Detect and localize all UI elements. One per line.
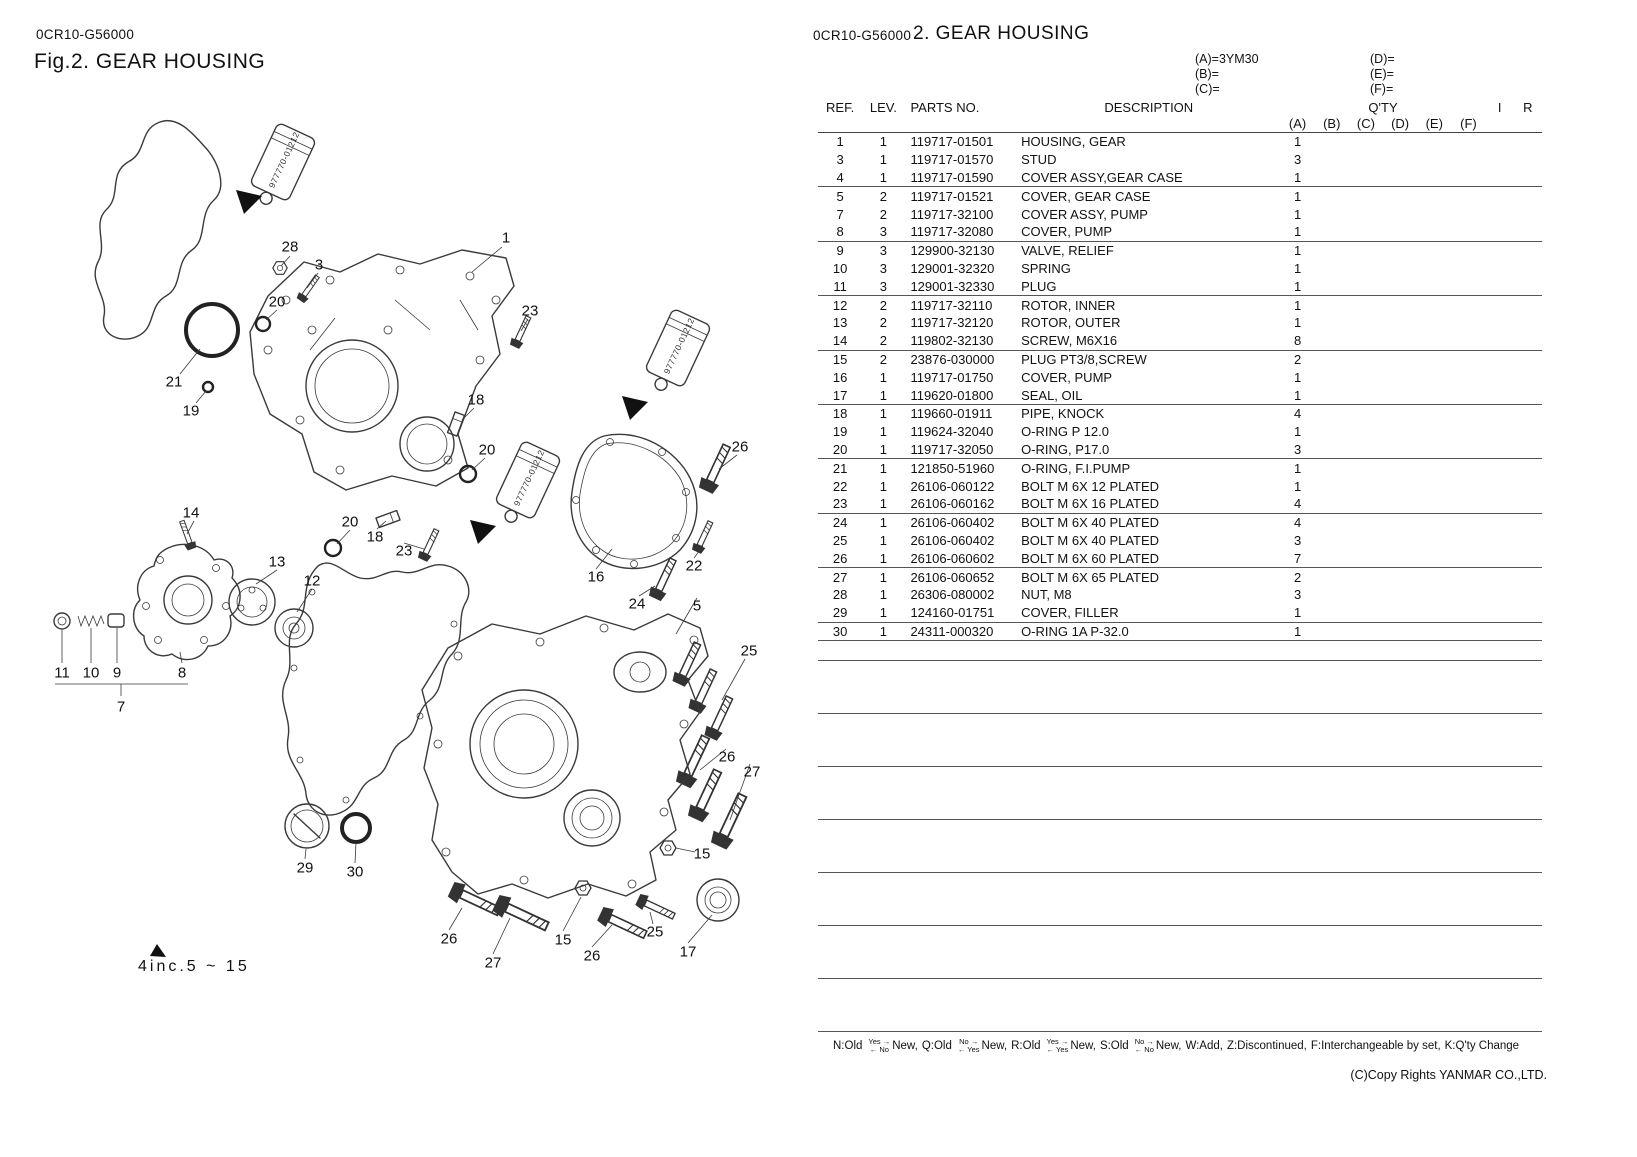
blank-line: [818, 661, 1542, 714]
table-row: 7 2 119717-32100 COVER ASSY, PUMP 1: [836, 206, 1302, 222]
apply-arrow-icon: [622, 396, 648, 420]
callout-number: 10: [82, 664, 100, 682]
callout-number: 16: [587, 568, 605, 586]
callout-number: 27: [484, 954, 502, 972]
exchange-arrows: [1135, 1038, 1154, 1053]
callout-number: 5: [692, 597, 702, 615]
col-header-qty: Q'TY: [1368, 100, 1398, 115]
arrow-right-icon: No →: [1134, 1037, 1154, 1046]
table-row: 24 1 26106-060402 BOLT M 6X 40 PLATED 4: [818, 513, 1542, 531]
doc-code-right: 0CR10-G56000: [813, 28, 912, 43]
model-b: (B)=: [1195, 67, 1219, 81]
section-title: 2. GEAR HOUSING: [913, 23, 1090, 44]
bolt-23: [417, 527, 443, 562]
callout-number: 25: [740, 642, 758, 660]
legend-text: F:Interchangeable by set,: [1310, 1039, 1441, 1052]
parts-list-panel: [813, 0, 1637, 1157]
callout-number: 7: [116, 698, 126, 716]
arrow-left-icon: ← Yes: [957, 1044, 980, 1054]
table-row: 22 1 26106-060122 BOLT M 6X 12 PLATED 1: [832, 478, 1302, 494]
legend-text: N:Old: [833, 1039, 863, 1052]
filler-cover-29: [285, 804, 329, 848]
callout-number: 8: [177, 664, 187, 682]
model-c: (C)=: [1195, 82, 1220, 96]
table-row: 19 1 119624-32040 O-RING P 12.0 1: [832, 424, 1302, 440]
callout-number: 26: [718, 748, 736, 766]
qty-col-f: (F): [1451, 116, 1485, 133]
bolt-27: [491, 893, 551, 937]
footer-legend: [833, 1038, 1547, 1053]
legend-text: New,: [892, 1039, 918, 1052]
callout-number: 14: [182, 504, 200, 522]
callout-number: 21: [165, 373, 183, 391]
arrow-left-icon: ← Yes: [1046, 1044, 1069, 1054]
model-d: (D)=: [1370, 52, 1395, 66]
plug-15: [660, 841, 676, 855]
tube-label: 977770-01212: [661, 316, 697, 376]
legend-text: Z:Discontinued,: [1226, 1039, 1307, 1052]
callout-number: 23: [395, 542, 413, 560]
plug-11: [54, 613, 70, 629]
model-codes-left: [1195, 52, 1259, 97]
o-ring-20: [256, 317, 270, 331]
blank-line: [818, 767, 1542, 820]
callout-number: 9: [112, 664, 122, 682]
table-row: 30 1 24311-000320 O-RING 1A P-32.0 1: [818, 622, 1542, 641]
o-ring-19: [203, 382, 213, 392]
figure-title: Fig.2. GEAR HOUSING: [34, 50, 266, 73]
callout-number: 13: [268, 553, 286, 571]
tube-label: 977770-01212: [266, 130, 302, 190]
legend-text: New,: [1070, 1039, 1096, 1052]
col-header-i: I: [1486, 100, 1514, 133]
arrow-right-icon: No →: [959, 1037, 979, 1046]
knock-pipe: [448, 412, 465, 436]
pump-cover-8: [134, 544, 240, 659]
callout-number: 3: [314, 256, 324, 274]
callout-number: 11: [54, 664, 70, 682]
bolt-26: [447, 880, 504, 921]
blank-line: [818, 926, 1542, 979]
qty-col-c: (C): [1349, 116, 1383, 133]
callout-number: 19: [182, 402, 200, 420]
table-row: 25 1 26106-060402 BOLT M 6X 40 PLATED 3: [832, 532, 1302, 548]
doc-code-left: 0CR10-G56000: [36, 27, 135, 42]
callout-number: 1: [501, 229, 511, 247]
callout-number: 28: [281, 238, 299, 256]
col-header-description: DESCRIPTION: [1017, 100, 1280, 133]
table-row: 15 2 23876-030000 PLUG PT3/8,SCREW 2: [818, 350, 1542, 368]
table-row: 16 1 119717-01750 COVER, PUMP 1: [832, 369, 1302, 385]
callout-number: 22: [685, 557, 703, 575]
apply-arrow-icon: [470, 520, 496, 544]
callout-number: 27: [743, 763, 761, 781]
valve-9: [108, 614, 124, 627]
model-a: (A)=3YM30: [1195, 52, 1259, 66]
table-row: 8 3 119717-32080 COVER, PUMP 1: [836, 224, 1302, 240]
qty-col-d: (D): [1383, 116, 1417, 133]
bolt-26: [596, 905, 649, 944]
table-row: 5 2 119717-01521 COVER, GEAR CASE 1: [818, 187, 1542, 205]
callout-number: 26: [440, 930, 458, 948]
legend-text: K:Q'ty Change: [1444, 1039, 1520, 1052]
legend-text: Q:Old: [921, 1039, 952, 1052]
callout-number: 26: [583, 947, 601, 965]
callout-number: 18: [467, 391, 485, 409]
copyright: (C)Copy Rights YANMAR CO.,LTD.: [1350, 1068, 1547, 1082]
col-header-lev: LEV.: [862, 100, 904, 133]
legend-text: New,: [1155, 1039, 1182, 1052]
table-row: 21 1 121850-51960 O-RING, F.I.PUMP 1: [818, 459, 1542, 477]
table-row: 29 1 124160-01751 COVER, FILLER 1: [832, 605, 1302, 621]
blank-line: [818, 820, 1542, 873]
blank-ruled-lines: [818, 630, 1542, 1032]
oil-seal-17: [697, 879, 739, 921]
parts-table-wrap: [818, 100, 1545, 641]
sealant-tube: [490, 440, 562, 530]
figure-note: 4inc.5 ~ 15: [138, 958, 250, 975]
blank-line: [818, 714, 1542, 767]
model-codes-right: [1370, 52, 1395, 97]
callout-number: 18: [366, 528, 384, 546]
nut-28: [273, 262, 287, 275]
bolt-27: [709, 791, 753, 851]
table-row: 27 1 26106-060652 BOLT M 6X 65 PLATED 2: [818, 568, 1542, 586]
callout-number: 26: [731, 438, 749, 456]
spring-10: [78, 616, 104, 626]
table-row: 9 3 129900-32130 VALVE, RELIEF 1: [818, 241, 1542, 259]
table-row: 10 3 129001-32320 SPRING 1: [832, 260, 1302, 276]
callout-number: 15: [554, 931, 572, 949]
callout-number: 12: [303, 572, 321, 590]
arrow-left-icon: ← No: [1134, 1044, 1154, 1054]
legend-text: R:Old: [1011, 1039, 1041, 1052]
qty-col-b: (B): [1315, 116, 1349, 133]
apply-arrow-icon: [236, 190, 262, 214]
callout-number: 17: [679, 943, 697, 961]
callout-number: 15: [693, 845, 711, 863]
rotor-outer-13: [229, 579, 275, 625]
callout-number: 25: [646, 923, 664, 941]
gasket-lower: [283, 563, 469, 815]
exchange-arrows: [868, 1038, 890, 1053]
arrow-left-icon: ← No: [869, 1044, 889, 1054]
blank-line: [818, 979, 1542, 1032]
rotor-inner-12: [275, 609, 313, 647]
figure-panel: [0, 0, 813, 1157]
qty-col-a: (A): [1280, 116, 1314, 133]
sealant-tube: [640, 308, 712, 398]
col-header-parts-no: PARTS NO.: [904, 100, 1017, 133]
callout-number: 20: [478, 441, 496, 459]
callout-number: 24: [628, 595, 646, 613]
table-row: 11 3 129001-32330 PLUG 1: [833, 278, 1302, 294]
callout-number: 30: [346, 863, 364, 881]
callout-number: 23: [521, 302, 539, 320]
o-ring-30: [342, 814, 370, 842]
legend-text: S:Old: [1099, 1039, 1129, 1052]
col-header-ref: REF.: [818, 100, 862, 133]
legend-text: New,: [981, 1039, 1008, 1052]
table-row: 4 1 119717-01590 COVER ASSY,GEAR CASE 1: [836, 169, 1302, 185]
table-row: 28 1 26306-080002 NUT, M8 3: [832, 587, 1302, 603]
arrow-right-icon: Yes →: [1046, 1037, 1069, 1046]
table-row: 3 1 119717-01570 STUD 3: [836, 152, 1302, 168]
table-row: 20 1 119717-32050 O-RING, P17.0 3: [832, 441, 1302, 457]
qty-col-e: (E): [1417, 116, 1451, 133]
bolt-24: [647, 556, 680, 602]
callout-number: 20: [341, 513, 359, 531]
blank-line: [818, 873, 1542, 926]
table-row: 12 2 119717-32110 ROTOR, INNER 1: [818, 296, 1542, 314]
table-row: 14 2 119802-32130 SCREW, M6X16 8: [832, 333, 1302, 349]
tube-label: 977770-01212: [511, 448, 547, 508]
table-row: 1 1 119717-01501 HOUSING, GEAR 1: [836, 134, 1302, 150]
knock-pipe: [376, 511, 400, 528]
callout-number: 20: [268, 293, 286, 311]
model-f: (F)=: [1370, 82, 1394, 96]
table-row: 17 1 119620-01800 SEAL, OIL 1: [832, 387, 1302, 403]
exchange-arrows: [958, 1038, 980, 1053]
gear-housing-outline: [250, 250, 514, 490]
arrow-right-icon: Yes →: [868, 1037, 891, 1046]
stud-3: [295, 273, 322, 304]
model-e: (E)=: [1370, 67, 1394, 81]
table-row: 23 1 26106-060162 BOLT M 6X 16 PLATED 4: [832, 496, 1302, 512]
parts-table: [818, 100, 1542, 641]
bolt-25: [703, 694, 738, 742]
blank-line: [818, 630, 1542, 661]
table-row: 26 1 26106-060602 BOLT M 6X 60 PLATED 7: [832, 550, 1302, 566]
table-row: 18 1 119660-01911 PIPE, KNOCK 4: [818, 404, 1542, 422]
o-ring-21: [186, 304, 238, 356]
cover-16: [571, 434, 697, 568]
bolt-25: [635, 892, 677, 923]
note-arrow-icon: [150, 944, 166, 957]
col-header-r: R: [1514, 100, 1542, 133]
table-row: 13 2 119717-32120 ROTOR, OUTER 1: [832, 315, 1302, 331]
legend-text: W:Add,: [1185, 1039, 1223, 1052]
diagram-art: [0, 0, 813, 1157]
leader-lines: [55, 247, 750, 954]
callout-number: 29: [296, 859, 314, 877]
bolt-26: [697, 442, 736, 495]
exploded-diagram: [0, 0, 813, 1157]
exchange-arrows: [1047, 1038, 1069, 1053]
